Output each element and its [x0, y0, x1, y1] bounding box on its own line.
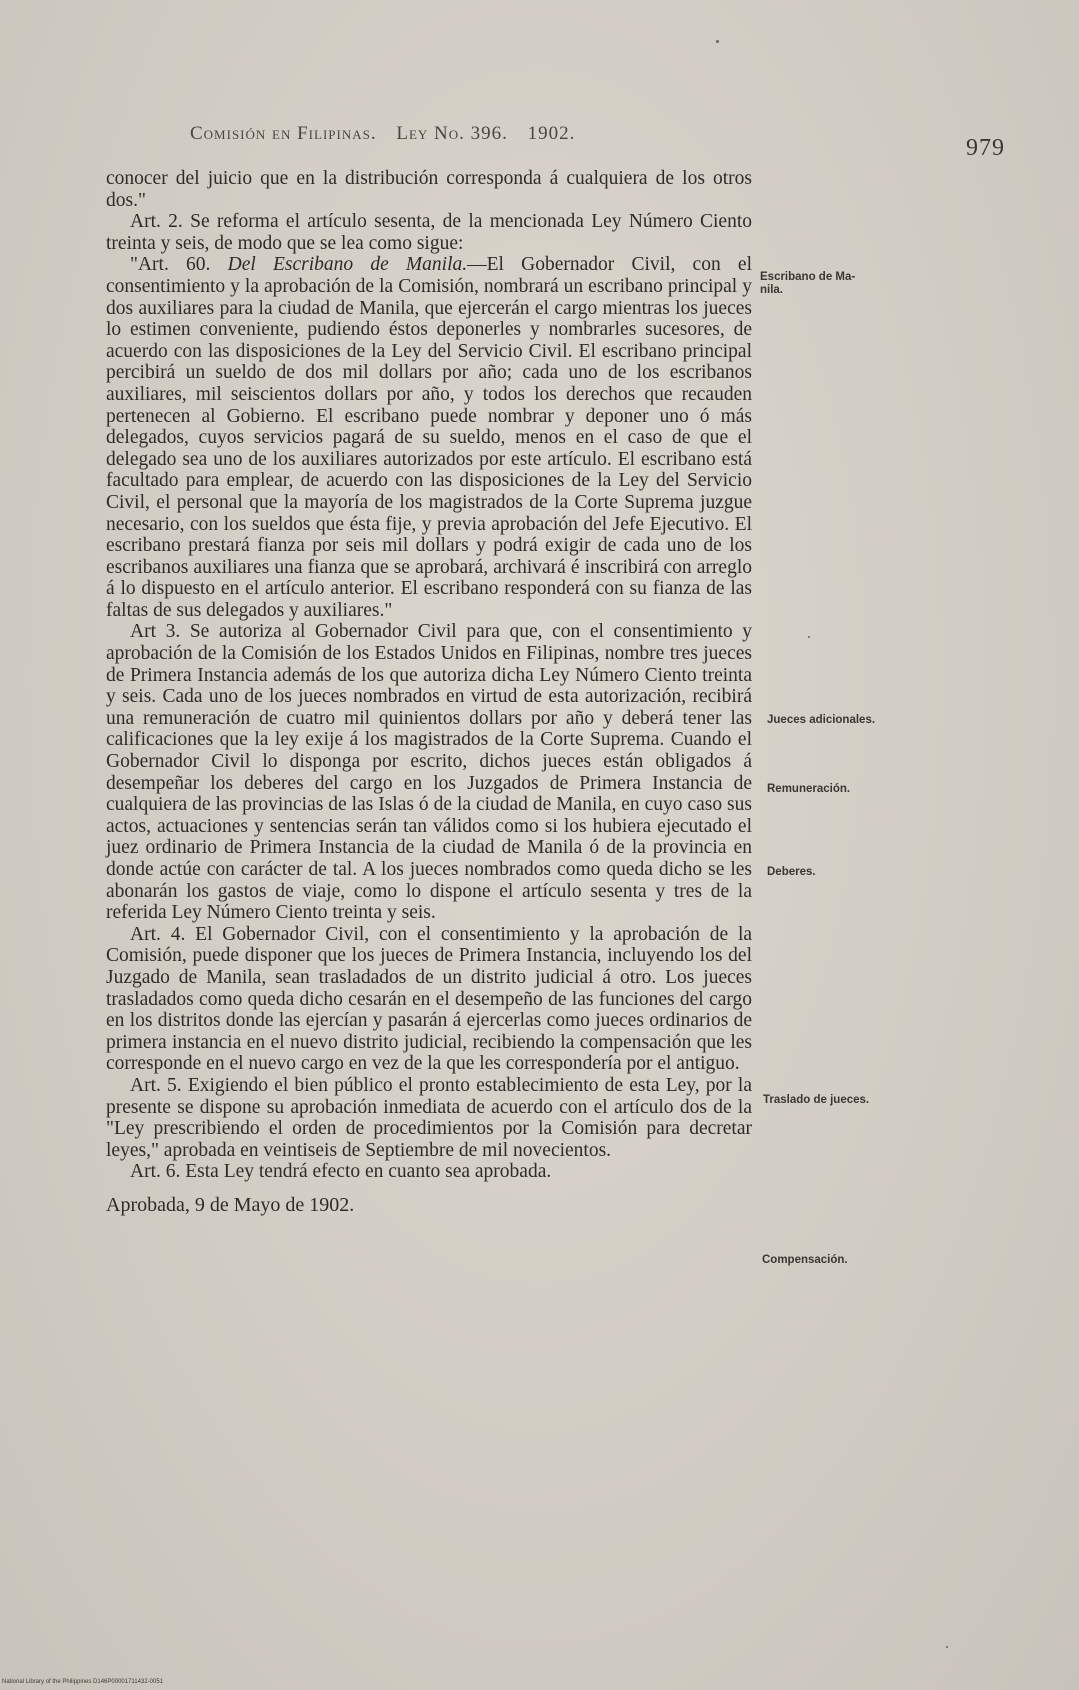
- article-6-label: Art. 6.: [130, 1161, 181, 1183]
- article-6: [106, 1161, 752, 1183]
- running-head-year: 1902.: [527, 123, 576, 144]
- article-5: [106, 1075, 752, 1161]
- article-4: [106, 924, 752, 1075]
- article-60-label: "Art. 60.: [130, 254, 211, 276]
- article-2: [106, 211, 752, 254]
- article-3-label: Art 3.: [130, 621, 181, 643]
- dust-speck: [946, 1646, 948, 1648]
- article-3: [106, 621, 752, 923]
- page-number: 979: [966, 135, 1005, 161]
- margin-note-jueces: Jueces adicionales.: [767, 714, 876, 726]
- margin-note-escribano-line2: nila.: [760, 284, 784, 296]
- article-4-label: Art. 4.: [130, 923, 186, 945]
- dust-speck: [716, 40, 719, 43]
- approval-date: Aprobada, 9 de Mayo de 1902.: [106, 1193, 355, 1216]
- margin-note-traslado: Traslado de jueces.: [763, 1094, 870, 1106]
- article-2-text: Se reforma el artículo sesenta, de la mencionada Ley Número Ciento treinta y seis, de modo que se lea como sigue:: [106, 211, 753, 254]
- article-5-label: Art. 5.: [130, 1074, 182, 1096]
- footer-credit: National Library of the Philippines D146P00001711432-0051: [2, 1679, 164, 1685]
- running-head-law: Ley No. 396.: [396, 123, 508, 144]
- margin-note-escribano-line1: Escribano de Ma-: [760, 271, 856, 283]
- running-head-title: Comisión en Filipinas.: [190, 123, 377, 144]
- article-3-text: Se autoriza al Gobernador Civil para que, con el consentimiento y aprobación de la Comisión de los Estados Unidos en Filipinas, nombre tres jueces de Primera Instancia además de los que autoriza dicha Ley Número Ciento treinta y seis. Cada uno de los jueces nombrados en virtud de esta autorización, recibirá una remuneración de cuatro mil quinientos dollars por año y deberá tener las calificaciones que la ley exije á los magistrados de la Corte Suprema. Cuando el Gobernador Civil lo disponga por escrito, dichos jueces están obligados á desempeñar los deberes del cargo en los Juzgados de Primera Instancia de cualquiera de las provincias de las Islas ó de la ciudad de Manila, en cuyo caso sus actos, actuaciones y sentencias serán tan válidos como si los hubiera ejecutado el juez ordinario de Primera Instancia de la ciudad de Manila ó de la provincia en donde actúe con carácter de tal. A los jueces nombrados como queda dicho se les abonarán los gastos de viaje, como lo dispone el artículo sesenta y tres de la referida Ley Número Ciento treinta y seis.: [106, 621, 753, 924]
- margin-note-escribano: [760, 271, 855, 297]
- dust-speck: [808, 636, 810, 638]
- article-60-text: —El Gobernador Civil, con el consentimiento y la aprobación de la Comisión, nombrará un escribano principal y dos auxiliares para la ciudad de Manila, que ejercerán el cargo mientras los jueces lo estimen conveniente, pudiendo éstos deponerles y nombrarles sucesores, de acuerdo con las disposiciones de la Ley del Servicio Civil. El escribano principal percibirá un sueldo de dos mil dollars por año; cada uno de los escribanos auxiliares, mil seiscientos dollars por año, y todos los derechos que recauden pertenecen al Gobierno. El escribano puede nombrar y deponer uno ó más delegados, cuyos servicios pagará de su sueldo, menos en el caso de que el delegado sea uno de los auxiliares autorizados por este artículo. El escribano está facultado para emplear, de acuerdo con las disposiciones de la Ley del Servicio Civil, el personal que la mayoría de los magistrados de la Corte Suprema juzgue necesario, con los sueldos que ésta fije, y previa aprobación del Jefe Ejecutivo. El escribano prestará fianza por seis mil dollars y podrá exigir de cada uno de los escribanos auxiliares una fianza que se aprobará, archivará é inscribirá con arreglo á lo dispuesto en el artículo anterior. El escribano responderá con su fianza de las faltas de sus delegados y auxiliares.": [106, 254, 752, 621]
- article-4-text: El Gobernador Civil, con el consentimiento y la aprobación de la Comisión, puede disponer que los jueces de Primera Instancia, incluyendo los del Juzgado de Manila, sean trasladados de un distrito judicial á otro. Los jueces trasladados como queda dicho cesarán en el desempeño de las funciones del cargo en los distritos donde las ejercían y pasarán á ejercerlas como jueces ordinarios de primera instancia en el nuevo distrito judicial, recibiendo la compensación que les corresponde en el nuevo cargo en vez de la que les correspondería por el antiguo.: [106, 923, 753, 1075]
- body-text: [106, 168, 752, 1217]
- article-60: [106, 254, 752, 621]
- article-60-title: Del Escribano de Manila.: [227, 254, 468, 276]
- margin-note-remuneracion: Remuneración.: [767, 783, 851, 795]
- running-head: [190, 123, 690, 145]
- margin-note-deberes: Deberes.: [767, 866, 816, 878]
- article-2-label: Art. 2.: [130, 211, 183, 233]
- margin-note-compensacion: Compensación.: [762, 1254, 848, 1266]
- paragraph-continuation: conocer del juicio que en la distribución corresponda á cualquiera de los otros dos.": [106, 168, 752, 211]
- article-6-text: Esta Ley tendrá efecto en cuanto sea aprobada.: [185, 1161, 552, 1183]
- article-5-text: Exigiendo el bien público el pronto establecimiento de esta Ley, por la presente se dispone su aprobación inmediata de acuerdo con el artículo dos de la "Ley prescribiendo el orden de procedimientos por la Comisión para decretar leyes," aprobada en veintiseis de Septiembre de mil novecientos.: [106, 1074, 753, 1161]
